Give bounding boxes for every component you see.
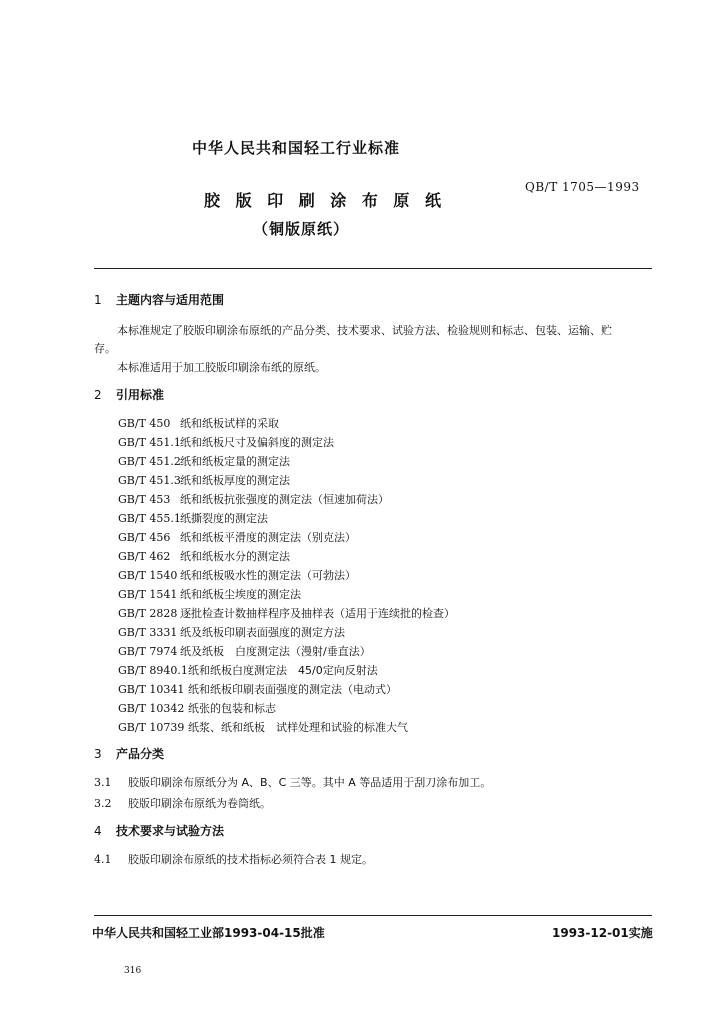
reference-title: 纸撕裂度的测定法 [180,512,268,525]
reference-code: GB/T 450 [118,417,171,430]
reference-title: 纸和纸板尺寸及偏斜度的测定法 [180,436,334,449]
reference-item [118,662,378,678]
reference-code: GB/T 451.3 [118,474,181,487]
reference-item [118,510,268,526]
reference-item [118,434,334,450]
footer-divider [94,915,652,916]
section-number: 3 [94,747,102,761]
clause-number: 3.1 [94,776,112,789]
reference-title: 纸和纸板平滑度的测定法（别克法） [180,531,356,544]
reference-code: GB/T 10739 [118,721,185,734]
reference-item [118,472,290,488]
page-number: 316 [124,966,142,976]
reference-item [118,567,356,583]
reference-code: GB/T 462 [118,550,171,563]
section-2-heading [94,386,164,403]
reference-item [118,700,276,716]
reference-code: GB/T 3331 [118,626,178,639]
reference-title: 纸及纸板 白度测定法（漫射/垂直法） [180,645,371,658]
reference-code: GB/T 451.1 [118,436,181,449]
reference-code: GB/T 1540 [118,569,178,582]
reference-item [118,491,389,507]
reference-code: GB/T 453 [118,493,171,506]
reference-item [118,529,356,545]
clause-text: 胶版印刷涂布原纸分为 A、B、C 三等。其中 A 等品适用于刮刀涂布加工。 [128,776,492,789]
section-1-paragraph-1-continued: 存。 [94,342,116,355]
document-subtitle: （铜版原纸） [253,220,350,238]
clause-number: 3.2 [94,797,112,810]
clause-3-1 [94,774,491,790]
section-title: 技术要求与试验方法 [116,824,225,838]
reference-title: 纸和纸板厚度的测定法 [180,474,290,487]
reference-item [118,548,290,564]
section-number: 1 [94,293,102,307]
clause-number: 4.1 [94,853,112,866]
section-number: 2 [94,388,102,402]
section-1-heading [94,291,224,308]
reference-code: GB/T 8940.1 [118,664,188,677]
section-number: 4 [94,824,102,838]
clause-text: 胶版印刷涂布原纸的技术指标必须符合表 1 规定。 [128,853,373,866]
reference-item [118,624,345,640]
clause-text: 胶版印刷涂布原纸为卷筒纸。 [128,797,271,810]
section-4-heading [94,822,224,839]
reference-code: GB/T 7974 [118,645,178,658]
reference-item [118,719,408,735]
reference-code: GB/T 10342 [118,702,185,715]
reference-item [118,453,290,469]
document-title: 胶 版 印 刷 涂 布 原 纸 [204,191,446,210]
reference-title: 逐批检查计数抽样程序及抽样表（适用于连续批的检查） [180,607,455,620]
reference-title: 纸和纸板吸水性的测定法（可勃法） [180,569,356,582]
section-1-paragraph-1: 本标准规定了胶版印刷涂布原纸的产品分类、技术要求、试验方法、检验规则和标志、包装、运输、贮 [117,324,612,337]
reference-title: 纸和纸板抗张强度的测定法（恒速加荷法） [180,493,389,506]
section-title: 产品分类 [116,747,165,761]
reference-code: GB/T 451.2 [118,455,181,468]
header-divider [94,268,652,269]
reference-code: GB/T 1541 [118,588,178,601]
reference-item [118,415,279,431]
section-title: 主题内容与适用范围 [116,293,225,307]
reference-item [118,643,371,659]
reference-title: 纸张的包装和标志 [188,702,276,715]
reference-title: 纸和纸板印刷表面强度的测定法（电动式） [188,683,397,696]
approval-date: 中华人民共和国轻工业部1993-04-15批准 [92,926,325,940]
reference-title: 纸和纸板水分的测定法 [180,550,290,563]
section-title: 引用标准 [116,388,165,402]
reference-title: 纸和纸板定量的测定法 [180,455,290,468]
reference-title: 纸和纸板试样的采取 [180,417,279,430]
reference-item [118,586,301,602]
issuing-organization: 中华人民共和国轻工行业标准 [192,139,401,157]
section-3-heading [94,745,164,762]
section-1-paragraph-2: 本标准适用于加工胶版印刷涂布纸的原纸。 [117,361,326,374]
standard-code: QB/T 1705—1993 [525,180,640,194]
reference-title: 纸浆、纸和纸板 试样处理和试验的标准大气 [188,721,408,734]
reference-title: 纸及纸板印刷表面强度的测定方法 [180,626,345,639]
reference-code: GB/T 2828 [118,607,178,620]
reference-title: 纸和纸板尘埃度的测定法 [180,588,301,601]
implementation-date: 1993-12-01实施 [552,926,653,940]
reference-title: 纸和纸板白度测定法 45/0定向反射法 [188,664,378,677]
reference-item [118,681,397,697]
reference-code: GB/T 455.1 [118,512,181,525]
clause-3-2 [94,795,271,811]
clause-4-1 [94,851,373,867]
reference-code: GB/T 456 [118,531,171,544]
reference-code: GB/T 10341 [118,683,185,696]
reference-item [118,605,455,621]
